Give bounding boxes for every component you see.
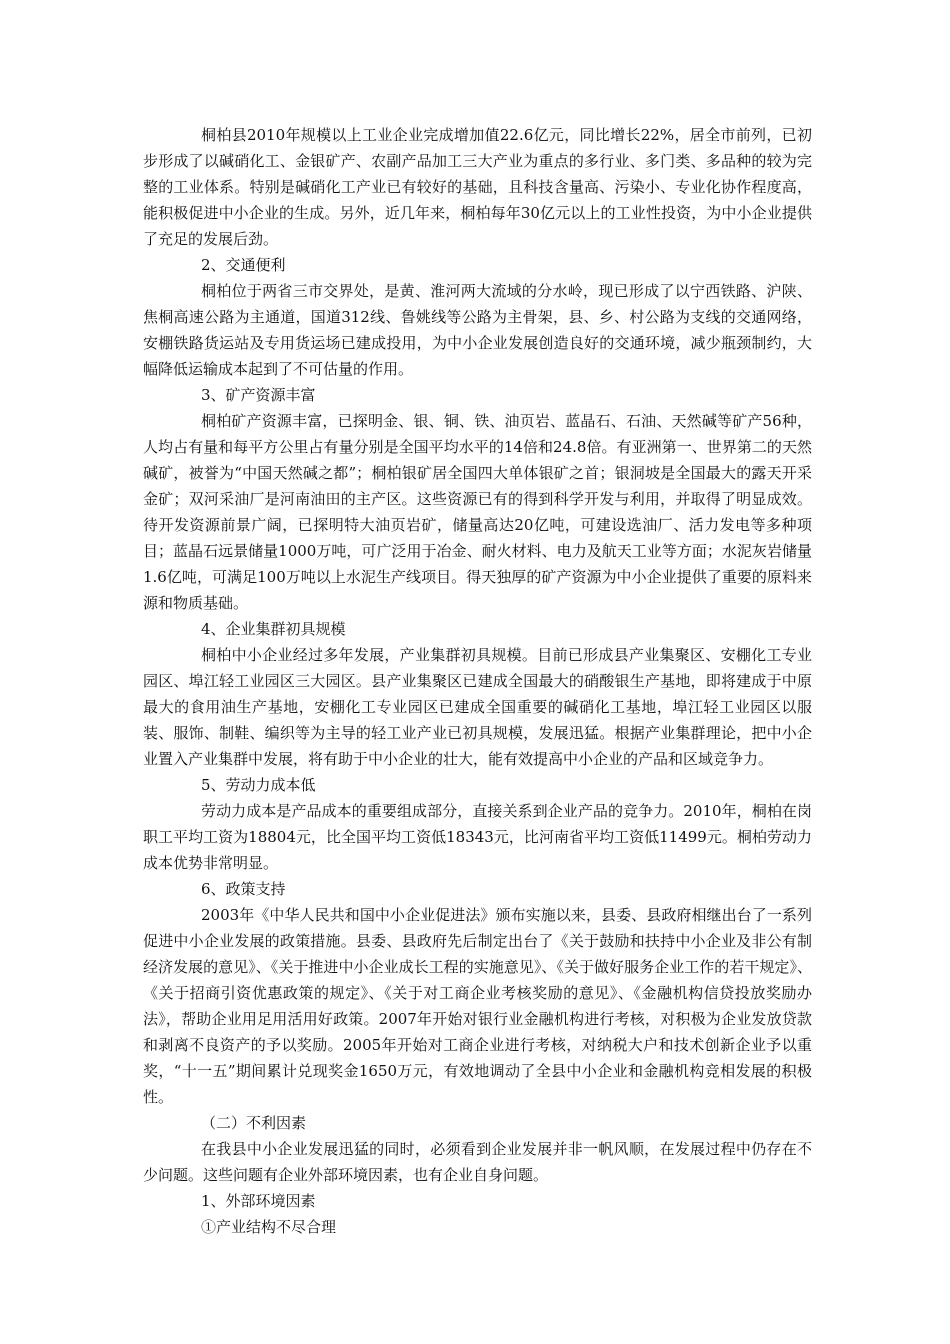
heading-policy-support: 6、政策支持 [201,880,286,898]
heading-labor-cost: 5、劳动力成本低 [201,776,316,794]
heading-industrial-structure: ①产业结构不尽合理 [201,1218,337,1236]
paragraph-labor-cost: 劳动力成本是产品成本的重要组成部分，直接关系到企业产品的竞争力。2010年，桐柏在岗职工平均工资为18804元，比全国平均工资低18343元，比河南省平均工资低11499元。桐柏劳动力成本优势非常明显。 [143,802,812,872]
paragraph-industry-cluster: 桐柏中小企业经过多年发展，产业集群初具规模。目前已形成县产业集聚区、安棚化工专业园区、埠江轻工业园区三大园区。县产业集聚区已建成全国最大的硝酸银生产基地，即将建成于中原最大的食用油生产基地，安棚化工专业园区已建成全国重要的碱硝化工基地，埠江轻工业园区以服装、服饰、制鞋、编织等为主导的轻工业产业已初具规模，发展迅猛。根据产业集群理论，把中小企业置入产业集群中发展，将有助于中小企业的壮大，能有效提高中小企业的产品和区域竞争力。 [143,646,812,768]
paragraph-transport: 桐柏位于两省三市交界处，是黄、淮河两大流域的分水岭，现已形成了以宁西铁路、沪陕、焦桐高速公路为主通道，国道312线、鲁姚线等公路为主骨架，县、乡、村公路为支线的交通网络，安棚铁路货运站及专用货运场已建成投用，为中小企业发展创造良好的交通环境，减少瓶颈制约，大幅降低运输成本起到了不可估量的作用。 [143,282,812,378]
paragraph-mineral-resources: 桐柏矿产资源丰富，已探明金、银、铜、铁、油页岩、蓝晶石、石油、天然碱等矿产56种，人均占有量和每平方公里占有量分别是全国平均水平的14倍和24.8倍。有亚洲第一、世界第二的天然碱矿，被誉为“中国天然碱之都”；桐柏银矿居全国四大单体银矿之首；银洞坡是全国最大的露天开采金矿；双河采油厂是河南油田的主产区。这些资源已有的得到科学开发与利用，并取得了明显成效。待开发资源前景广阔，已探明特大油页岩矿，储量高达20亿吨，可建设选油厂、活力发电等多种项目；蓝晶石远景储量1000万吨，可广泛用于冶金、耐火材料、电力及航天工业等方面；水泥灰岩储量1.6亿吨，可满足100万吨以上水泥生产线项目。得天独厚的矿产资源为中小企业提供了重要的原料来源和物质基础。 [143,412,812,612]
section-heading-unfavorable-factors: （二）不利因素 [201,1114,307,1132]
heading-transport: 2、交通便利 [201,256,286,274]
heading-external-factors: 1、外部环境因素 [201,1192,316,1210]
heading-industry-cluster: 4、企业集群初具规模 [201,620,346,638]
paragraph-policy-support: 2003年《中华人民共和国中小企业促进法》颁布实施以来，县委、县政府相继出台了一系列促进中小企业发展的政策措施。县委、县政府先后制定出台了《关于鼓励和扶持中小企业及非公有制经济发展的意见》、《关于推进中小企业成长工程的实施意见》、《关于做好服务企业工作的若干规定》、《关于招商引资优惠政策的规定》、《关于对工商企业考核奖励的意见》、《金融机构信贷投放奖励办法》，帮助企业用足用活用好政策。2007年开始对银行业金融机构进行考核，对积极为企业发放贷款和剥离不良资产的予以奖励。2005年开始对工商企业进行考核，对纳税大户和技术创新企业予以重奖，“十一五”期间累计兑现奖金1650万元，有效地调动了全县中小企业和金融机构竞相发展的积极性。 [143,906,812,1106]
heading-mineral-resources: 3、矿产资源丰富 [201,386,316,404]
paragraph-industry-base: 桐柏县2010年规模以上工业企业完成增加值22.6亿元，同比增长22%，居全市前列，已初步形成了以碱硝化工、金银矿产、农副产品加工三大产业为重点的多行业、多门类、多品种的较为完整的工业体系。特别是碱硝化工产业已有较好的基础，且科技含量高、污染小、专业化协作程度高，能积极促进中小企业的生成。另外，近几年来，桐柏每年30亿元以上的工业性投资，为中小企业提供了充足的发展后劲。 [143,126,812,248]
document-page [143,122,812,1240]
paragraph-unfavorable-factors: 在我县中小企业发展迅猛的同时，必须看到企业发展并非一帆风顺，在发展过程中仍存在不少问题。这些问题有企业外部环境因素，也有企业自身问题。 [143,1140,812,1184]
